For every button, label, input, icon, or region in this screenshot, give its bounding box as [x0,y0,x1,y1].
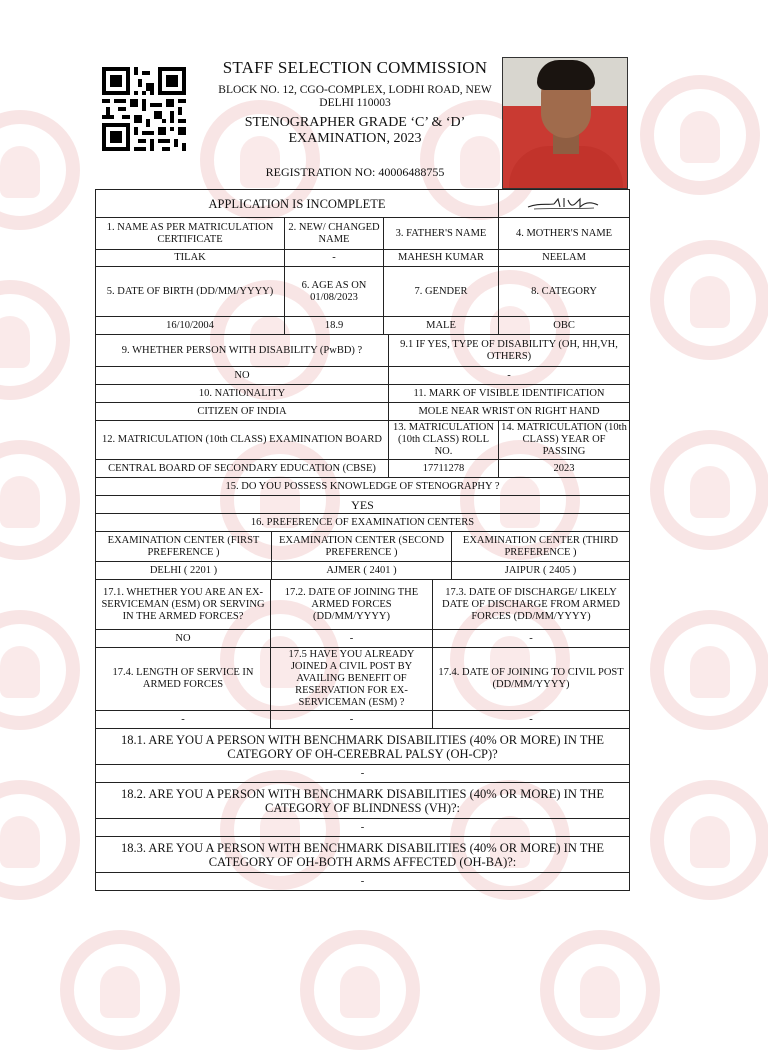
civil-post-date-label: 17.4. DATE OF JOINING TO CIVIL POST (DD/MM/YYYY) [433,648,630,711]
stenography-label: 15. DO YOU POSSESS KNOWLEDGE OF STENOGRAPHY ? [96,478,630,496]
q181-label: 18.1. ARE YOU A PERSON WITH BENCHMARK DISABILITIES (40% OR MORE) IN THE CATEGORY OF OH-CEREBRAL PALSY (OH-CP)? [96,729,630,765]
seal-watermark-icon [650,240,768,360]
seal-watermark-icon [650,430,768,550]
center-first-value: DELHI ( 2201 ) [96,562,272,580]
q181-value: - [96,765,630,783]
seal-watermark-icon [0,440,80,560]
seal-watermark-icon [300,930,420,1050]
document-header [200,58,510,147]
civil-post-date-value: - [433,711,630,729]
seal-watermark-icon [0,610,80,730]
passing-year-value: 2023 [499,460,630,478]
seal-watermark-icon [650,780,768,900]
service-length-label: 17.4. LENGTH OF SERVICE IN ARMED FORCES [96,648,271,711]
passing-year-label: 14. MATRICULATION (10th CLASS) YEAR OF PASSING [499,421,630,460]
center-second-value: AJMER ( 2401 ) [272,562,452,580]
stenography-table [95,477,630,532]
civil-post-value: - [271,711,433,729]
gender-label: 7. GENDER [384,267,499,317]
exam-centers-table [95,531,630,580]
civil-post-label: 17.5 HAVE YOU ALREADY JOINED A CIVIL POST BY AVAILING BENEFIT OF RESERVATION FOR EX-SERVICEMAN (ESM) ? [271,648,433,711]
center-second-label: EXAMINATION CENTER (SECOND PREFERENCE ) [272,532,452,562]
disability-type-value: - [389,367,630,385]
stenography-value: YES [96,496,630,514]
mother-name-label: 4. MOTHER'S NAME [499,218,630,250]
q182-label: 18.2. ARE YOU A PERSON WITH BENCHMARK DISABILITIES (40% OR MORE) IN THE CATEGORY OF BLINDNESS (VH)?: [96,783,630,819]
application-form [95,189,629,891]
name-value: TILAK [96,250,285,267]
pwbd-label: 9. WHETHER PERSON WITH DISABILITY (PwBD) ? [96,335,389,367]
esm-label: 17.1. WHETHER YOU ARE AN EX-SERVICEMAN (ESM) OR SERVING IN THE ARMED FORCES? [96,580,271,630]
changed-name-label: 2. NEW/ CHANGED NAME [285,218,384,250]
pwbd-value: NO [96,367,389,385]
nationality-label: 10. NATIONALITY [96,385,389,403]
centers-label: 16. PREFERENCE OF EXAMINATION CENTERS [96,514,630,532]
seal-watermark-icon [0,780,80,900]
name-label: 1. NAME AS PER MATRICULATION CERTIFICATE [96,218,285,250]
changed-name-value: - [285,250,384,267]
service-length-value: - [96,711,271,729]
seal-watermark-icon [540,930,660,1050]
father-name-value: MAHESH KUMAR [384,250,499,267]
roll-number-value: 17711278 [389,460,499,478]
discharge-date-label: 17.3. DATE OF DISCHARGE/ LIKELY DATE OF DISCHARGE FROM ARMED FORCES (DD/MM/YYYY) [433,580,630,630]
matriculation-table [95,420,630,478]
benchmark-disability-table [95,728,630,891]
ex-serviceman-table [95,579,630,729]
candidate-photo [502,57,628,189]
discharge-date-value: - [433,630,630,648]
identification-mark-value: MOLE NEAR WRIST ON RIGHT HAND [389,403,630,421]
disability-nationality-table [95,334,630,421]
commission-address: BLOCK NO. 12, CGO-COMPLEX, LODHI ROAD, NEW DELHI 110003 [218,84,492,109]
armed-joining-date-label: 17.2. DATE OF JOINING THE ARMED FORCES (DD/MM/YYYY) [271,580,433,630]
category-label: 8. CATEGORY [499,267,630,317]
nationality-value: CITIZEN OF INDIA [96,403,389,421]
age-value: 18.9 [285,317,384,335]
esm-value: NO [96,630,271,648]
q182-value: - [96,819,630,837]
age-label: 6. AGE AS ON 01/08/2023 [285,267,384,317]
center-first-label: EXAMINATION CENTER (FIRST PREFERENCE ) [96,532,272,562]
dob-value: 16/10/2004 [96,317,285,335]
seal-watermark-icon [0,110,80,230]
seal-watermark-icon [640,75,760,195]
dob-label: 5. DATE OF BIRTH (DD/MM/YYYY) [96,267,285,317]
center-third-label: EXAMINATION CENTER (THIRD PREFERENCE ) [452,532,630,562]
category-value: OBC [499,317,630,335]
disability-type-label: 9.1 IF YES, TYPE OF DISABILITY (OH, HH,VH, OTHERS) [389,335,630,367]
armed-joining-date-value: - [271,630,433,648]
seal-watermark-icon [0,280,70,400]
board-value: CENTRAL BOARD OF SECONDARY EDUCATION (CBSE) [96,460,389,478]
q183-value: - [96,873,630,891]
seal-watermark-icon [60,930,180,1050]
father-name-label: 3. FATHER'S NAME [384,218,499,250]
mother-name-value: NEELAM [499,250,630,267]
qr-code-icon [102,67,186,151]
application-status: APPLICATION IS INCOMPLETE [96,190,499,218]
personal-details-table [95,189,630,335]
signature [499,190,630,218]
signature-icon [524,195,604,213]
commission-title: STAFF SELECTION COMMISSION [222,58,488,77]
exam-name: STENOGRAPHER GRADE ‘C’ & ‘D’ EXAMINATION, 2023 [244,115,466,146]
roll-number-label: 13. MATRICULATION (10th CLASS) ROLL NO. [389,421,499,460]
board-label: 12. MATRICULATION (10th CLASS) EXAMINATION BOARD [96,421,389,460]
identification-mark-label: 11. MARK OF VISIBLE IDENTIFICATION [389,385,630,403]
gender-value: MALE [384,317,499,335]
center-third-value: JAIPUR ( 2405 ) [452,562,630,580]
registration-number: REGISTRATION NO: 40006488755 [265,165,445,179]
seal-watermark-icon [650,610,768,730]
q183-label: 18.3. ARE YOU A PERSON WITH BENCHMARK DISABILITIES (40% OR MORE) IN THE CATEGORY OF OH-BOTH ARMS AFFECTED (OH-BA)?: [96,837,630,873]
